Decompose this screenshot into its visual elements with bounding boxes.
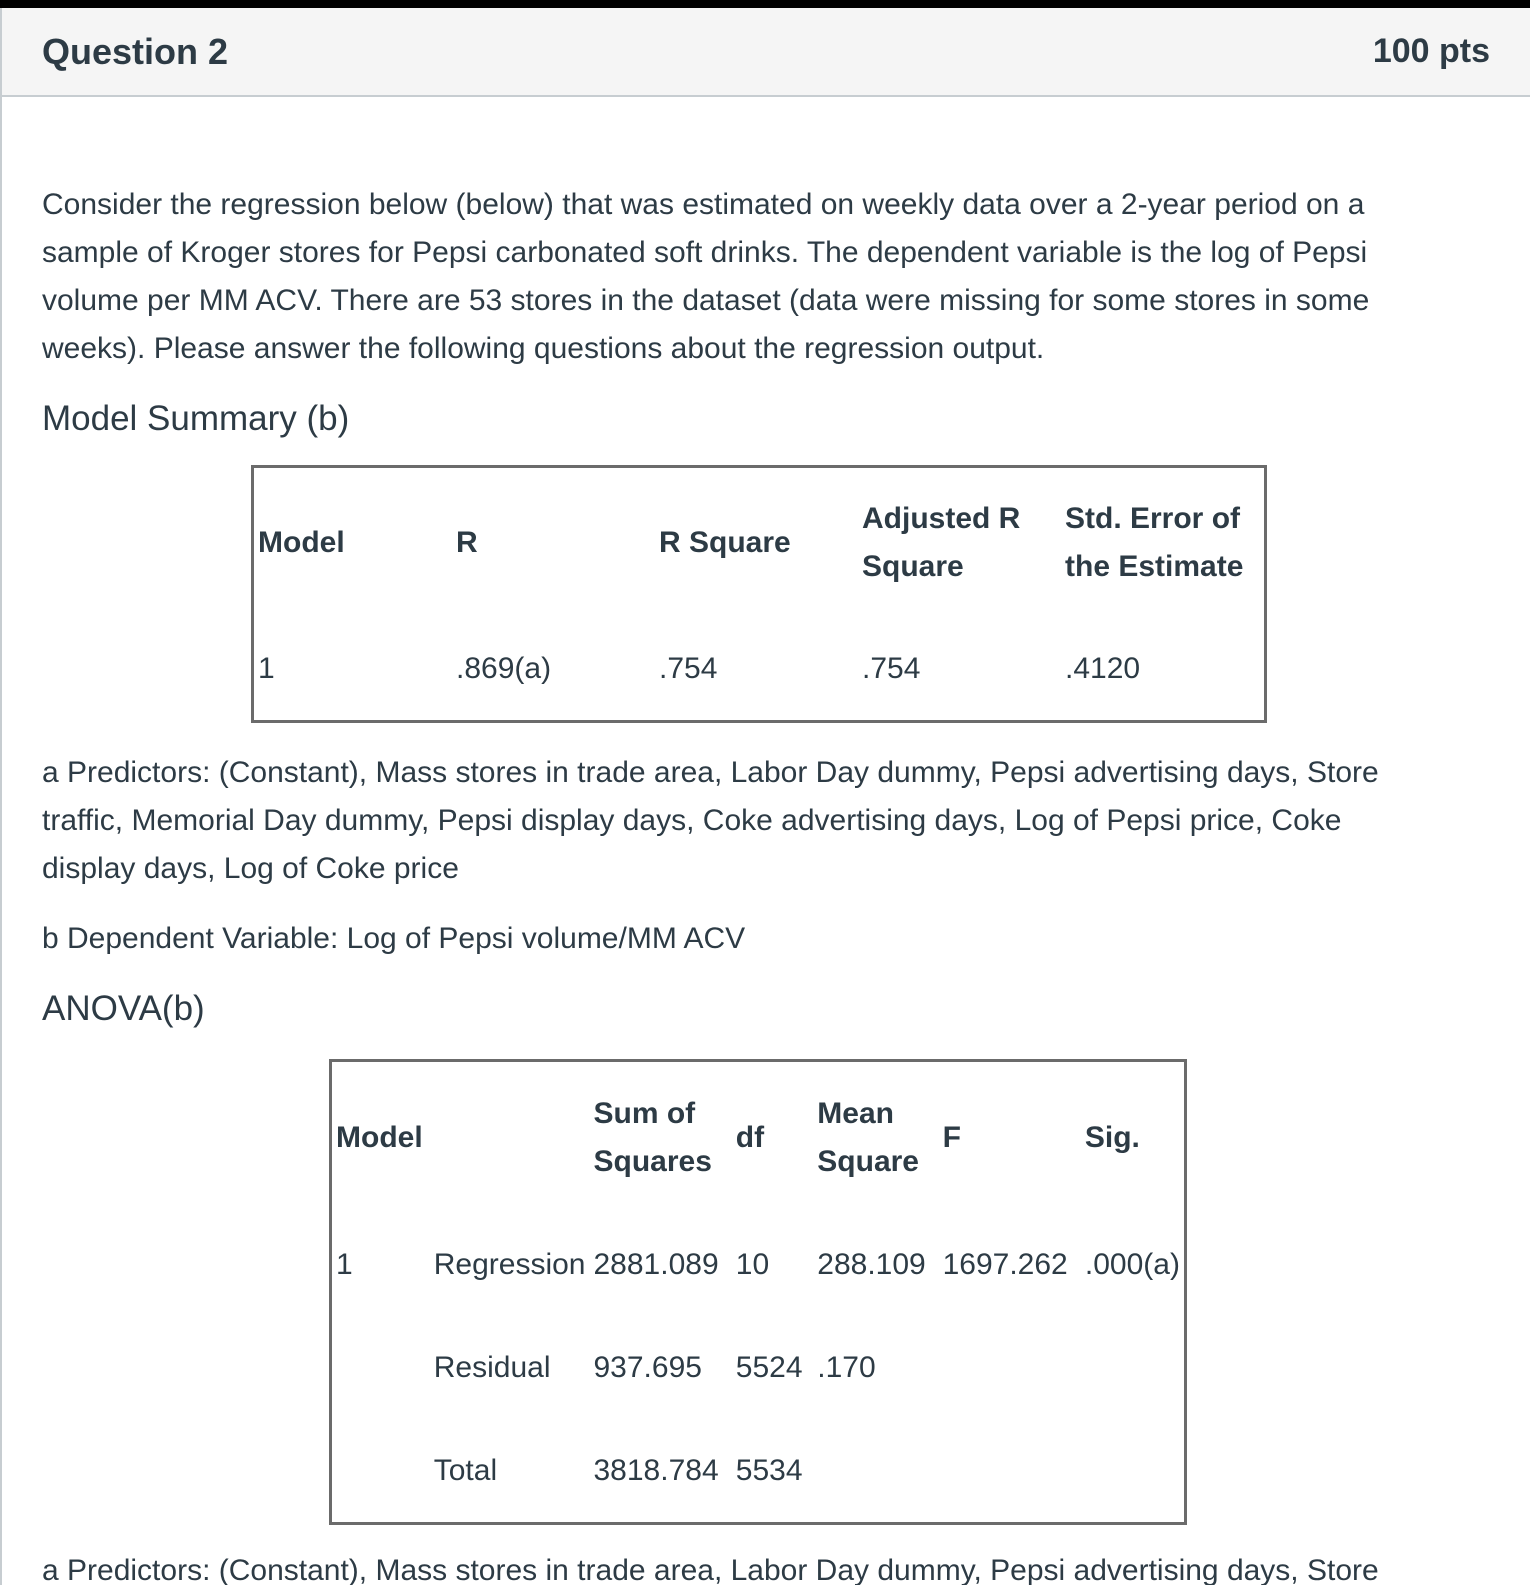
header-f: F [942, 1121, 961, 1154]
cell-f [939, 1419, 1081, 1522]
cell-source: Total [433, 1453, 498, 1487]
cell-f: 1697.262 [942, 1248, 1068, 1281]
header-df: df [735, 1121, 765, 1154]
header-sum-of-squares-line2: Squares [593, 1145, 712, 1178]
cell-source: Residual [433, 1350, 551, 1384]
header-adjusted-r-square [858, 468, 1061, 618]
cell-source: Regression [433, 1248, 586, 1281]
question-header [2, 8, 1530, 97]
table-row [332, 1316, 1184, 1419]
cell-sig [1081, 1316, 1184, 1419]
header-source [430, 1062, 590, 1214]
anova-table [329, 1059, 1187, 1525]
cell-model [332, 1419, 430, 1522]
header-sum-of-squares [590, 1062, 732, 1214]
header-model: Model [258, 526, 345, 559]
question-panel [0, 8, 1530, 1585]
table-row [254, 618, 1264, 720]
cell-model: 1 [258, 652, 275, 685]
cell-sum-of-squares: 3818.784 [593, 1453, 719, 1487]
cell-df: 10 [735, 1248, 770, 1281]
table-row [332, 1419, 1184, 1522]
question-body [2, 181, 1530, 1585]
header-mean-square-line1: Mean [817, 1097, 894, 1130]
cell-mean-square [813, 1419, 938, 1522]
anova-title: ANOVA(b) [42, 989, 205, 1028]
cell-sig: .000(a) [1084, 1248, 1180, 1281]
header-sig: Sig. [1084, 1121, 1140, 1154]
model-summary-note-a: a Predictors: (Constant), Mass stores in trade area, Labor Day dummy, Pepsi advertising days, Store traffic, Memorial Day dummy, Pepsi display days, Coke advertising days, Log of Pepsi price, Coke display days, Log of Coke price [42, 756, 1379, 885]
cell-std-error: .4120 [1065, 652, 1141, 685]
header-adjusted-r-square-line2: Square [862, 550, 964, 583]
header-std-error [1061, 468, 1264, 618]
cell-f [939, 1316, 1081, 1419]
question-intro: Consider the regression below (below) that was estimated on weekly data over a 2-year period on a sample of Kroger stores for Pepsi carbonated soft drinks. The dependent variable is the log of Pepsi volume per MM ACV. There are 53 stores in the dataset (data were missing for some stores in some weeks). Please answer the following questions about the regression output. [42, 188, 1370, 365]
question-title: Question 2 [42, 30, 229, 72]
header-adjusted-r-square-line1: Adjusted R [862, 502, 1021, 535]
header-r-square: R Square [659, 526, 791, 559]
table-header-row [332, 1062, 1184, 1214]
cell-r: .869(a) [456, 652, 552, 685]
model-summary-table [251, 465, 1267, 723]
cell-mean-square: .170 [817, 1350, 876, 1384]
cell-sig [1081, 1419, 1184, 1522]
header-mean-square [813, 1062, 938, 1214]
header-std-error-line2: the Estimate [1065, 550, 1244, 583]
table-row [332, 1214, 1184, 1316]
cell-df: 5534 [735, 1453, 803, 1487]
cell-sum-of-squares: 937.695 [593, 1350, 702, 1384]
header-r: R [456, 526, 478, 559]
cell-model [332, 1316, 430, 1419]
header-model: Model [336, 1121, 423, 1154]
cell-sum-of-squares: 2881.089 [593, 1248, 719, 1281]
header-sum-of-squares-line1: Sum of [593, 1097, 696, 1130]
header-mean-square-line2: Square [817, 1145, 919, 1178]
question-points: 100 pts [1372, 32, 1490, 70]
model-summary-title: Model Summary (b) [42, 399, 350, 438]
table-header-row [254, 468, 1264, 618]
cell-df: 5524 [735, 1350, 803, 1384]
cell-mean-square: 288.109 [817, 1248, 926, 1281]
model-summary-note-b: b Dependent Variable: Log of Pepsi volume/MM ACV [42, 922, 746, 955]
anova-note-a: a Predictors: (Constant), Mass stores in trade area, Labor Day dummy, Pepsi advertising days, Store [42, 1554, 1379, 1585]
cell-model: 1 [336, 1248, 353, 1281]
cell-r-square: .754 [659, 652, 718, 685]
header-std-error-line1: Std. Error of [1065, 502, 1241, 535]
cell-adjusted-r-square: .754 [862, 652, 921, 685]
